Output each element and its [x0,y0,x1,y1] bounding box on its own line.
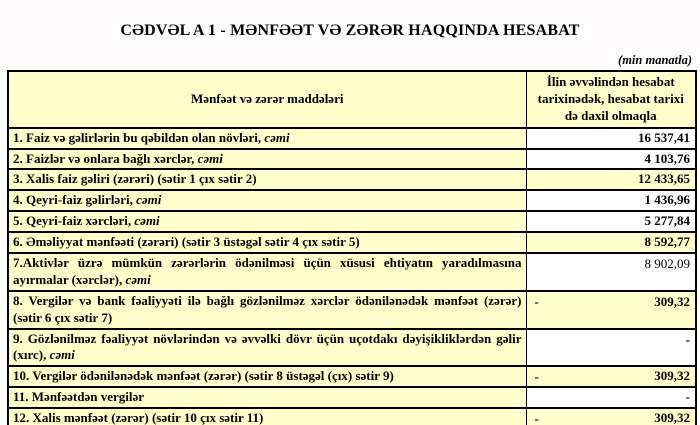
header-items-column: Mənfəət və zərər maddələri [8,71,526,128]
header-row [8,71,696,128]
row-value [526,128,696,149]
row-label [8,149,526,170]
row-label-text: 4. Qeyri-faiz gəlirləri, [13,192,137,208]
row-label-italic: cəmi [134,213,160,229]
header-period-column: İlin əvvəlindən hesabat tarixinədək, hesabat tarixi də daxil olmaqla [526,71,696,128]
table-row [8,408,696,425]
row-value-number: 309,32 [654,410,690,425]
negative-sign: - [534,411,539,425]
table-row [8,190,696,211]
row-value [526,408,696,425]
negative-sign: - [534,369,539,385]
row-value-number: 5 277,84 [644,213,690,229]
row-value [526,190,696,211]
row-value [526,169,696,190]
row-label [8,169,526,190]
row-label [8,253,526,291]
row-label-text: 11. Mənfəətdən vergilər [13,389,145,405]
row-value [526,253,696,291]
table-row [8,291,696,329]
row-value [526,232,696,253]
row-value-number: 16 537,41 [638,129,690,145]
row-label-text: 3. Xalis faiz gəliri (zərəri) (sətir 1 çıx sətir 2) [13,171,257,187]
table-row [8,149,696,170]
table-row [8,329,696,367]
row-label [8,128,526,149]
row-label-text: 8. Vergilər və bank fəaliyyəti ilə bağlı gözlənilməz xərclər ödənilənədək mənfəət (zərər) (sətir 6 çıx sətir 7) [13,292,522,325]
profit-loss-table [7,70,697,425]
row-value [526,387,696,408]
table-row [8,232,696,253]
row-label-italic: cəmi [49,347,75,363]
row-label-text: 5. Qeyri-faiz xərcləri, [13,213,135,229]
row-label-text: 6. Əməliyyat mənfəəti (zərəri) (sətir 3 üstəgəl sətir 4 çıx sətir 5) [13,234,360,250]
row-value [526,329,696,367]
table-row [8,169,696,190]
table-row [8,387,696,408]
row-value-number: - [685,331,690,347]
table-row [8,366,696,387]
table-row [8,128,696,149]
row-label [8,408,526,425]
row-value-number: 8 592,77 [644,234,690,250]
row-label [8,190,526,211]
row-label-italic: cəmi [197,150,223,166]
row-label-text: 9. Gözlənilməz fəaliyyət növlərindən və əvvəlki dövr üçün uçotdakı dəyişikliklərdən gəlir (xırc), [13,330,522,363]
row-label [8,387,526,408]
table-row [8,253,696,291]
row-label [8,211,526,232]
row-value-number: - [685,389,690,405]
row-label-text: 2. Faizlər və onlara bağlı xərclər, [13,150,198,166]
row-label-text: 10. Vergilər ödənilənədək mənfəət (zərər) (sətir 8 üstəgəl (çıx) sətir 9) [13,368,394,384]
row-label-italic: cəmi [125,271,151,287]
row-value [526,149,696,170]
row-value [526,291,696,329]
table-header [8,71,696,128]
row-value-number: 309,32 [654,293,690,309]
row-value-number: 4 103,76 [644,150,690,166]
row-value [526,211,696,232]
row-value-number: 8 902,09 [644,256,690,272]
table-row [8,211,696,232]
table-body [8,128,696,425]
row-value-number: 309,32 [654,368,690,384]
row-label-italic: cəmi [264,129,290,145]
row-label [8,329,526,367]
negative-sign: - [534,293,539,309]
row-label [8,232,526,253]
row-label-text: 12. Xalis mənfəət (zərər) (sətir 10 çıx sətir 11) [13,410,264,425]
row-label-italic: cəmi [136,192,162,208]
row-label [8,291,526,329]
page-title: CƏDVƏL A 1 - MƏNFƏƏT VƏ ZƏRƏR HAQQINDA HESABAT [120,22,580,39]
row-value [526,366,696,387]
row-label [8,366,526,387]
row-value-number: 1 436,96 [644,192,690,208]
unit-note: (min manatla) [618,53,692,67]
row-value-number: 12 433,65 [638,171,690,187]
row-label-text: 7.Aktivlər üzrə mümkün zərərlərin ödənilməsi üçün xüsusi ehtiyatın yaradılmasına ayırmalar (xərclər), [13,255,522,287]
row-label-text: 1. Faiz və gəlirlərin bu qəbildən olan növləri, [13,129,265,145]
